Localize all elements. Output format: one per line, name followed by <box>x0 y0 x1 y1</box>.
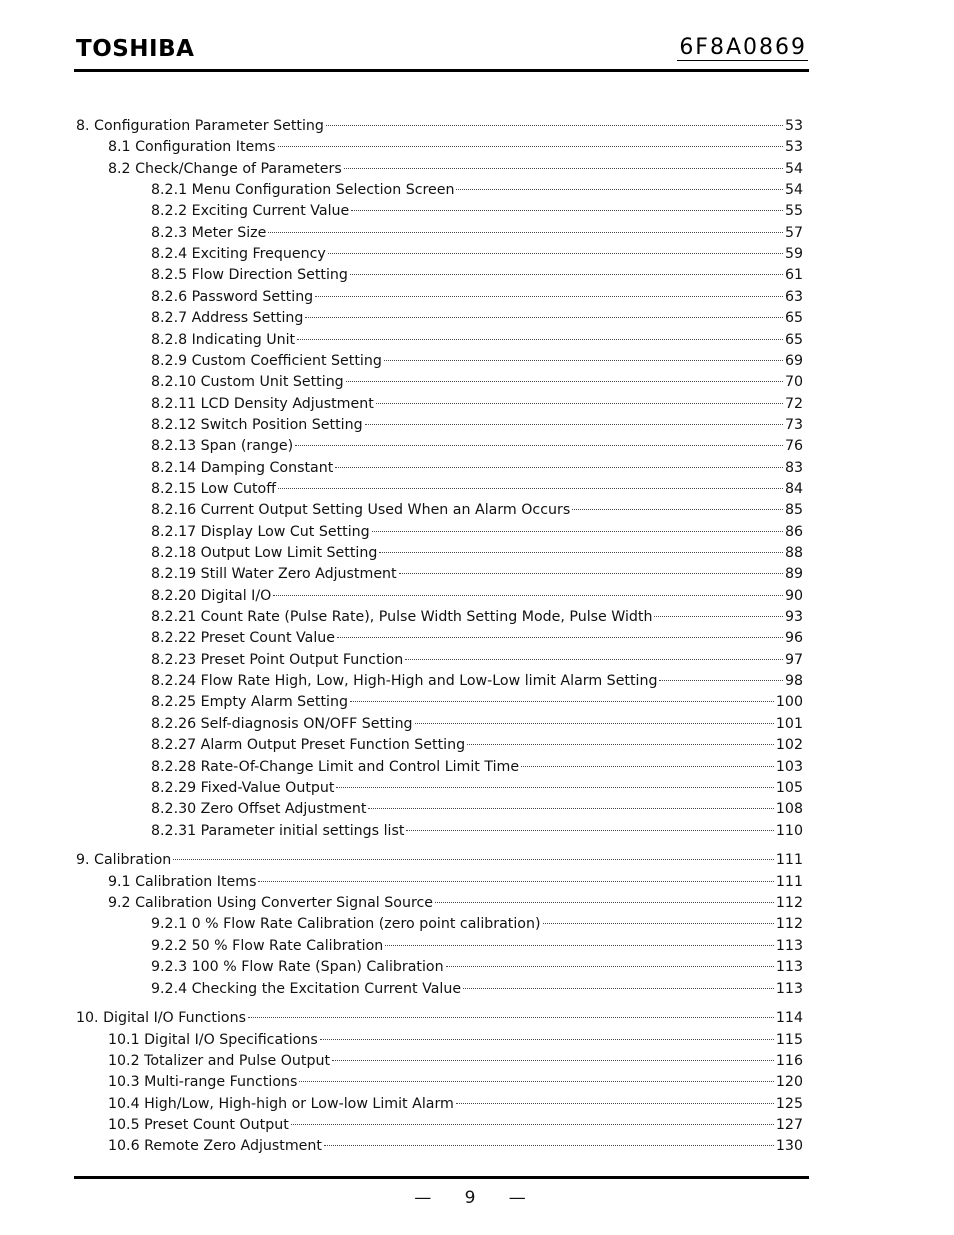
dot-leader <box>543 923 774 924</box>
toc-entry-page: 93 <box>784 609 803 626</box>
toc-entry-title: 8.2.23 Preset Point Output Function <box>151 651 404 668</box>
dot-leader <box>291 1124 774 1125</box>
toc-entry-page: 98 <box>784 673 803 690</box>
toc-entry-page: 116 <box>775 1053 803 1070</box>
toc-entry-page: 61 <box>784 267 803 284</box>
toc-entry-page: 103 <box>775 758 803 775</box>
toc-entry-page: 101 <box>775 715 803 732</box>
toc-entry <box>76 137 803 158</box>
toc-entry <box>76 872 803 893</box>
toc-entry-page: 115 <box>775 1031 803 1048</box>
toc-entry <box>76 223 803 244</box>
dot-leader <box>278 488 783 489</box>
toc-entry-page: 125 <box>775 1095 803 1112</box>
toc-entry-page: 65 <box>784 331 803 348</box>
dot-leader <box>365 424 783 425</box>
toc-entry-page: 84 <box>784 480 803 497</box>
toc-entry-page: 54 <box>784 160 803 177</box>
toc-entry-title: 9. Calibration <box>76 852 172 869</box>
toc-entry <box>76 586 803 607</box>
toc-entry-title: 8.2.3 Meter Size <box>151 224 267 241</box>
toc-entry <box>76 265 803 286</box>
toc-entry-title: 8.2.13 Span (range) <box>151 438 294 455</box>
toc-entry <box>76 979 803 1000</box>
toc-entry-title: 8.2.24 Flow Rate High, Low, High-High and Low-Low limit Alarm Setting <box>151 673 658 690</box>
toc-entry-page: 83 <box>784 459 803 476</box>
toc-entry <box>76 650 803 671</box>
toc-entry-page: 100 <box>775 694 803 711</box>
toc-entry <box>76 287 803 308</box>
toc-entry-page: 70 <box>784 374 803 391</box>
dot-leader <box>521 766 774 767</box>
toc-entry-title: 8.2.28 Rate-Of-Change Limit and Control Limit Time <box>151 758 520 775</box>
document-number: 6F8A0869 <box>679 35 807 60</box>
toc-entry-title: 10.5 Preset Count Output <box>108 1117 289 1134</box>
toc-entry <box>76 522 803 543</box>
toc-entry-title: 8.2.19 Still Water Zero Adjustment <box>151 566 397 583</box>
dot-leader <box>273 595 783 596</box>
toc-entry-title: 8.2.29 Fixed-Value Output <box>151 779 335 796</box>
toc-entry <box>76 821 803 842</box>
toc-entry-page: 102 <box>775 737 803 754</box>
dot-leader <box>384 360 783 361</box>
toc-entry <box>76 671 803 692</box>
toc-entry-page: 114 <box>775 1010 803 1027</box>
dot-leader <box>572 509 783 510</box>
toc-entry <box>76 394 803 415</box>
dot-leader <box>446 966 774 967</box>
toc-entry <box>76 564 803 585</box>
toc-entry <box>76 543 803 564</box>
dot-leader <box>258 881 773 882</box>
toc-entry <box>76 1115 803 1136</box>
toc-entry <box>76 1051 803 1072</box>
toc-entry-title: 9.2.2 50 % Flow Rate Calibration <box>151 937 384 954</box>
dot-leader <box>328 253 783 254</box>
toc-entry <box>76 1094 803 1115</box>
toc-entry-title: 8.2.11 LCD Density Adjustment <box>151 395 374 412</box>
toc-entry <box>76 372 803 393</box>
dot-leader <box>299 1081 774 1082</box>
toc-entry-title: 8.2.25 Empty Alarm Setting <box>151 694 348 711</box>
dot-leader <box>305 317 783 318</box>
dot-leader <box>268 232 783 233</box>
dot-leader <box>336 787 773 788</box>
toc-entry-page: 113 <box>775 937 803 954</box>
toc-entry <box>76 1072 803 1093</box>
toc-entry-title: 8.2.14 Damping Constant <box>151 459 334 476</box>
toc-entry-page: 89 <box>784 566 803 583</box>
toc-entry-page: 105 <box>775 779 803 796</box>
toc-entry-page: 113 <box>775 959 803 976</box>
toc-entry-title: 8.2.12 Switch Position Setting <box>151 416 363 433</box>
toc-entry-page: 85 <box>784 502 803 519</box>
toc-entry-title: 8.2.1 Menu Configuration Selection Screen <box>151 182 455 199</box>
dot-leader <box>368 808 774 809</box>
toc-entry <box>76 893 803 914</box>
toc-entry <box>76 180 803 201</box>
dot-leader <box>376 403 783 404</box>
toc-entry-title: 8.2.8 Indicating Unit <box>151 331 296 348</box>
toc-entry <box>76 757 803 778</box>
toc-entry-title: 8.2.18 Output Low Limit Setting <box>151 545 378 561</box>
toc-entry-title: 8.2.26 Self-diagnosis ON/OFF Setting <box>151 715 413 732</box>
dot-leader <box>346 381 783 382</box>
toc-entry-page: 72 <box>784 395 803 412</box>
toc-entry <box>76 607 803 628</box>
toc-entry-page: 120 <box>775 1074 803 1091</box>
toc-entry <box>76 936 803 957</box>
toc-entry-page: 59 <box>784 246 803 263</box>
toc-entry-title: 10.6 Remote Zero Adjustment <box>108 1138 322 1155</box>
toc-entry <box>76 500 803 521</box>
toc-entry <box>76 308 803 329</box>
dot-leader <box>278 146 783 147</box>
toc-entry-title: 8.2.5 Flow Direction Setting <box>151 267 348 284</box>
toc-entry <box>76 351 803 372</box>
dot-leader <box>248 1017 774 1018</box>
toc-entry-page: 53 <box>784 139 803 156</box>
toc-entry-page: 55 <box>784 203 803 220</box>
toc-entry-page: 108 <box>775 801 803 818</box>
toc-entry-title: 9.2.3 100 % Flow Rate (Span) Calibration <box>151 959 444 976</box>
toc-entry-page: 127 <box>775 1117 803 1134</box>
dot-leader <box>297 339 783 340</box>
toc-entry <box>76 957 803 978</box>
toc-entry-page: 112 <box>775 916 803 933</box>
toc-entry-page: 88 <box>784 545 803 561</box>
toc-entry-page: 65 <box>784 310 803 327</box>
dot-leader <box>320 1039 774 1040</box>
toc-entry <box>76 1136 803 1157</box>
dot-leader <box>435 902 774 903</box>
toc-entry-title: 10.2 Totalizer and Pulse Output <box>108 1053 331 1070</box>
toc-entry-page: 111 <box>775 852 803 869</box>
toc-entry-title: 8.2.16 Current Output Setting Used When an Alarm Occurs <box>151 502 571 519</box>
toc-entry-title: 8.2 Check/Change of Parameters <box>108 160 342 177</box>
toc-entry <box>76 330 803 351</box>
toc-entry-page: 111 <box>775 873 803 890</box>
header-rule <box>74 69 809 72</box>
toc-entry-page: 90 <box>784 587 803 604</box>
toc-entry-title: 9.2.4 Checking the Excitation Current Value <box>151 980 462 997</box>
page-header <box>74 34 808 70</box>
dot-leader <box>405 659 783 660</box>
dot-leader <box>295 445 783 446</box>
toc-entry <box>76 458 803 479</box>
toc-entry-title: 8.2.31 Parameter initial settings list <box>151 822 405 839</box>
toc-entry-title: 8. Configuration Parameter Setting <box>76 118 324 134</box>
brand-logo: TOSHIBA <box>76 36 195 62</box>
toc-entry <box>76 692 803 713</box>
toc-entry <box>76 159 803 180</box>
toc-entry-title: 8.2.6 Password Setting <box>151 288 314 305</box>
dot-leader <box>344 168 783 169</box>
toc-entry <box>76 1030 803 1051</box>
toc-entry-title: 9.1 Calibration Items <box>108 873 257 890</box>
toc-entry-title: 8.2.17 Display Low Cut Setting <box>151 523 370 540</box>
dot-leader <box>315 296 783 297</box>
dot-leader <box>654 616 782 617</box>
toc-entry <box>76 479 803 500</box>
toc-entry <box>76 850 803 871</box>
toc-entry-page: 96 <box>784 630 803 647</box>
toc-entry-title: 8.2.2 Exciting Current Value <box>151 203 350 220</box>
dot-leader <box>385 945 774 946</box>
toc-entry-page: 63 <box>784 288 803 305</box>
dot-leader <box>173 859 774 860</box>
dot-leader <box>659 680 782 681</box>
toc-entry-page: 86 <box>784 523 803 540</box>
dot-leader <box>337 637 783 638</box>
toc-entry-title: 10.1 Digital I/O Specifications <box>108 1031 318 1048</box>
dot-leader <box>350 274 783 275</box>
toc-entry <box>76 201 803 222</box>
toc-entry-page: 130 <box>775 1138 803 1155</box>
dot-leader <box>379 552 783 553</box>
toc-entry-page: 110 <box>775 822 803 839</box>
dot-leader <box>332 1060 774 1061</box>
toc-entry-page: 76 <box>784 438 803 455</box>
dot-leader <box>335 467 783 468</box>
toc-entry <box>76 735 803 756</box>
toc-entry <box>76 914 803 935</box>
toc-entry <box>76 778 803 799</box>
dot-leader <box>463 988 774 989</box>
toc-entry-page: 53 <box>784 118 803 134</box>
toc-entry-title: 8.1 Configuration Items <box>108 139 276 156</box>
toc-entry-title: 10.4 High/Low, High-high or Low-low Limit Alarm <box>108 1095 454 1112</box>
toc-entry-title: 8.2.30 Zero Offset Adjustment <box>151 801 367 818</box>
toc-entry <box>76 116 803 137</box>
toc-entry-title: 8.2.22 Preset Count Value <box>151 630 335 647</box>
dot-leader <box>456 189 782 190</box>
toc-entry-title: 8.2.4 Exciting Frequency <box>151 246 326 263</box>
dot-leader <box>351 210 783 211</box>
toc-entry-page: 73 <box>784 416 803 433</box>
toc-entry-title: 8.2.21 Count Rate (Pulse Rate), Pulse Width Setting Mode, Pulse Width <box>151 609 653 626</box>
toc-entry-page: 113 <box>775 980 803 997</box>
dot-leader <box>415 723 774 724</box>
page-number: — 9 — <box>414 1188 540 1208</box>
toc-entry-title: 8.2.9 Custom Coefficient Setting <box>151 352 382 369</box>
dot-leader <box>326 125 783 126</box>
toc-entry <box>76 628 803 649</box>
toc-entry-page: 112 <box>775 895 803 912</box>
toc-entry-title: 8.2.7 Address Setting <box>151 310 304 327</box>
toc-entry-title: 10. Digital I/O Functions <box>76 1010 246 1027</box>
dot-leader <box>456 1103 774 1104</box>
toc-entry-title: 8.2.27 Alarm Output Preset Function Setting <box>151 737 466 754</box>
toc-entry-title: 8.2.10 Custom Unit Setting <box>151 374 344 391</box>
toc-entry <box>76 244 803 265</box>
dot-leader <box>406 830 773 831</box>
toc-entry-page: 57 <box>784 224 803 241</box>
dot-leader <box>324 1145 774 1146</box>
dot-leader <box>467 744 774 745</box>
toc-entry <box>76 714 803 735</box>
toc-entry <box>76 436 803 457</box>
toc-entry-page: 97 <box>784 651 803 668</box>
toc-entry-page: 54 <box>784 182 803 199</box>
toc-entry-title: 9.2 Calibration Using Converter Signal Source <box>108 895 433 912</box>
dot-leader <box>372 531 783 532</box>
toc-entry-title: 8.2.15 Low Cutoff <box>151 480 276 497</box>
toc-entry <box>76 1008 803 1029</box>
toc-entry <box>76 415 803 436</box>
dot-leader <box>350 701 774 702</box>
toc-entry-title: 8.2.20 Digital I/O <box>151 587 272 604</box>
toc-entry <box>76 799 803 820</box>
footer-rule <box>74 1176 809 1179</box>
toc-entry-title: 10.3 Multi-range Functions <box>108 1074 298 1091</box>
toc-entry-page: 69 <box>784 352 803 369</box>
toc-entry-title: 9.2.1 0 % Flow Rate Calibration (zero point calibration) <box>151 916 541 933</box>
dot-leader <box>399 573 783 574</box>
